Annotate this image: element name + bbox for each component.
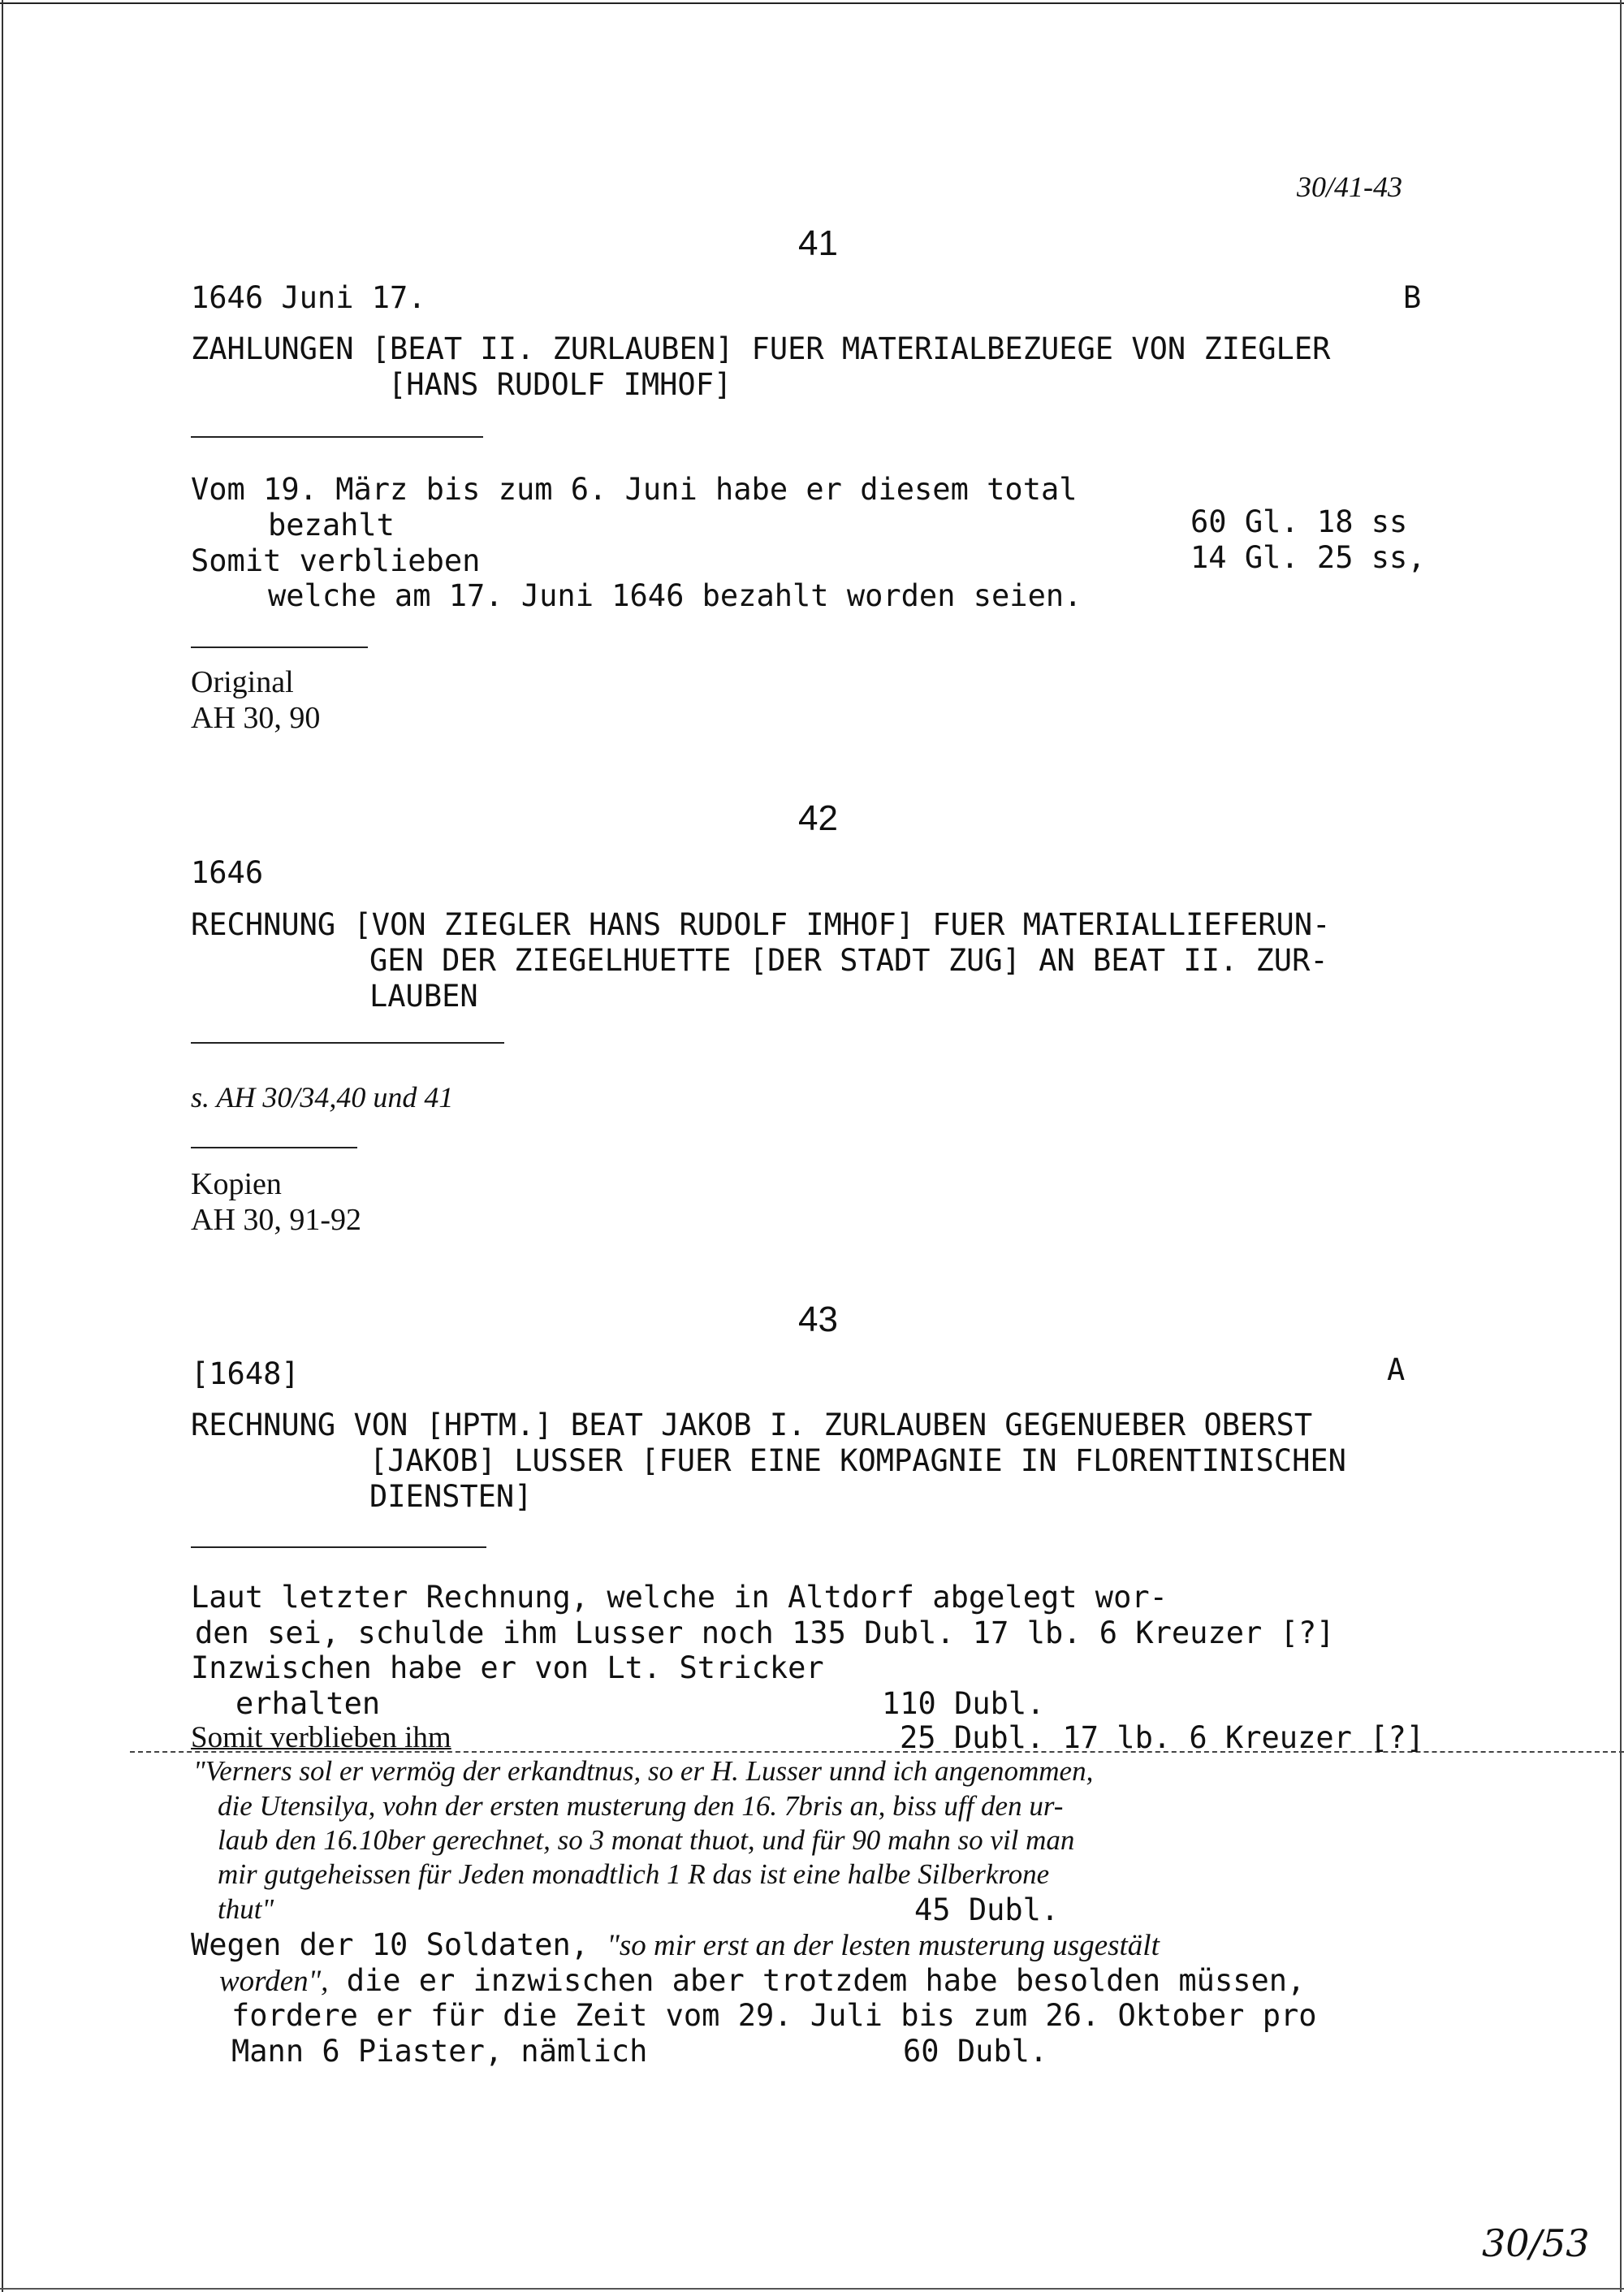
document-title-line: LAUBEN (369, 979, 478, 1014)
scan-border-bottom (0, 2288, 1624, 2290)
body-line: Mann 6 Piaster, nämlich (231, 2034, 648, 2069)
document-number: 43 (798, 1300, 838, 1339)
body-line: Laut letzter Rechnung, welche in Altdorf abgelegt wor- (191, 1580, 1168, 1615)
quoted-text: "so mir erst an der lesten musterung usgestält (607, 1929, 1160, 1962)
body-text: die er inzwischen aber trotzdem habe besolden müssen, (328, 1963, 1306, 1998)
document-date: 1646 Juni 17. (191, 280, 426, 315)
document-date: 1646 (191, 855, 264, 890)
amount: 14 Gl. 25 ss, (1190, 540, 1426, 575)
document-title-line: RECHNUNG [VON ZIEGLER HANS RUDOLF IMHOF] FUER MATERIALLIEFERUN- (191, 907, 1331, 942)
document-title-line: DIENSTEN] (369, 1479, 533, 1514)
amount: 25 Dubl. 17 lb. 6 Kreuzer [?] (900, 1720, 1425, 1755)
document-title-line: ZAHLUNGEN [BEAT II. ZURLAUBEN] FUER MATERIALBEZUEGE VON ZIEGLER (191, 331, 1331, 366)
amount: 45 Dubl. (914, 1892, 1060, 1927)
document-number: 41 (798, 223, 838, 263)
body-line (219, 1963, 1305, 2000)
amount: 60 Gl. 18 ss (1190, 504, 1408, 539)
body-line: Somit verblieben ihm (191, 1721, 451, 1754)
document-title-line: RECHNUNG VON [HPTM.] BEAT JAKOB I. ZURLAUBEN GEGENUEBER OBERST (191, 1408, 1313, 1442)
scan-border-top (0, 2, 1624, 4)
quoted-text-line: "Verners sol er vermög der erkandtnus, so er H. Lusser unnd ich angenommen, (193, 1755, 1094, 1787)
section-divider (191, 436, 483, 438)
quoted-text-line: mir gutgeheissen für Jeden monadtlich 1 R das ist eine halbe Silberkrone (218, 1858, 1050, 1890)
handwritten-page-signature: 30/53 (1482, 2221, 1590, 2265)
body-line: fordere er für die Zeit vom 29. Juli bis zum 26. Oktober pro (231, 1998, 1317, 2033)
body-line: welche am 17. Juni 1646 bezahlt worden seien. (268, 578, 1082, 613)
body-text: Wegen der 10 Soldaten, (191, 1927, 607, 1962)
document-title-line: [HANS RUDOLF IMHOF] (388, 367, 732, 402)
section-divider (191, 1546, 486, 1548)
body-line: bezahlt (268, 508, 395, 543)
document-title-line: [JAKOB] LUSSER [FUER EINE KOMPAGNIE IN FLORENTINISCHEN (369, 1443, 1346, 1478)
section-divider (191, 647, 368, 648)
amount: 110 Dubl. (882, 1686, 1045, 1721)
amount: 60 Dubl. (903, 2034, 1048, 2069)
document-grade: B (1403, 280, 1422, 315)
body-line: Inzwischen habe er von Lt. Stricker (191, 1650, 824, 1685)
body-line: Vom 19. März bis zum 6. Juni habe er diesem total (191, 472, 1078, 507)
body-line: erhalten (235, 1686, 381, 1721)
cross-reference-note: s. AH 30/34,40 und 41 (191, 1081, 454, 1114)
source-type: Original (191, 665, 294, 699)
body-line: den sei, schulde ihm Lusser noch 135 Dubl. 17 lb. 6 Kreuzer [?] (195, 1615, 1335, 1650)
source-reference: AH 30, 91-92 (191, 1203, 362, 1237)
document-number: 42 (798, 798, 838, 838)
scan-border-right (1620, 0, 1622, 2292)
section-divider (191, 1042, 504, 1044)
document-date: [1648] (191, 1356, 300, 1391)
quoted-text-line: die Utensilya, vohn der ersten musterung den 16. 7bris an, biss uff den ur- (218, 1790, 1064, 1822)
section-divider (191, 1147, 357, 1148)
page-reference: 30/41-43 (1297, 171, 1402, 203)
document-grade: A (1387, 1352, 1406, 1387)
quoted-text: worden", (219, 1965, 329, 1998)
body-line (191, 1927, 1160, 1964)
quoted-text-line: laub den 16.10ber gerechnet, so 3 monat thuot, und für 90 mahn so vil man (218, 1824, 1075, 1856)
source-reference: AH 30, 90 (191, 701, 321, 735)
scan-border-left (2, 0, 3, 2292)
body-line: Somit verblieben (191, 543, 481, 578)
document-title-line: GEN DER ZIEGELHUETTE [DER STADT ZUG] AN BEAT II. ZUR- (369, 943, 1328, 978)
quoted-text-line: thut" (218, 1893, 274, 1925)
source-type: Kopien (191, 1167, 282, 1201)
